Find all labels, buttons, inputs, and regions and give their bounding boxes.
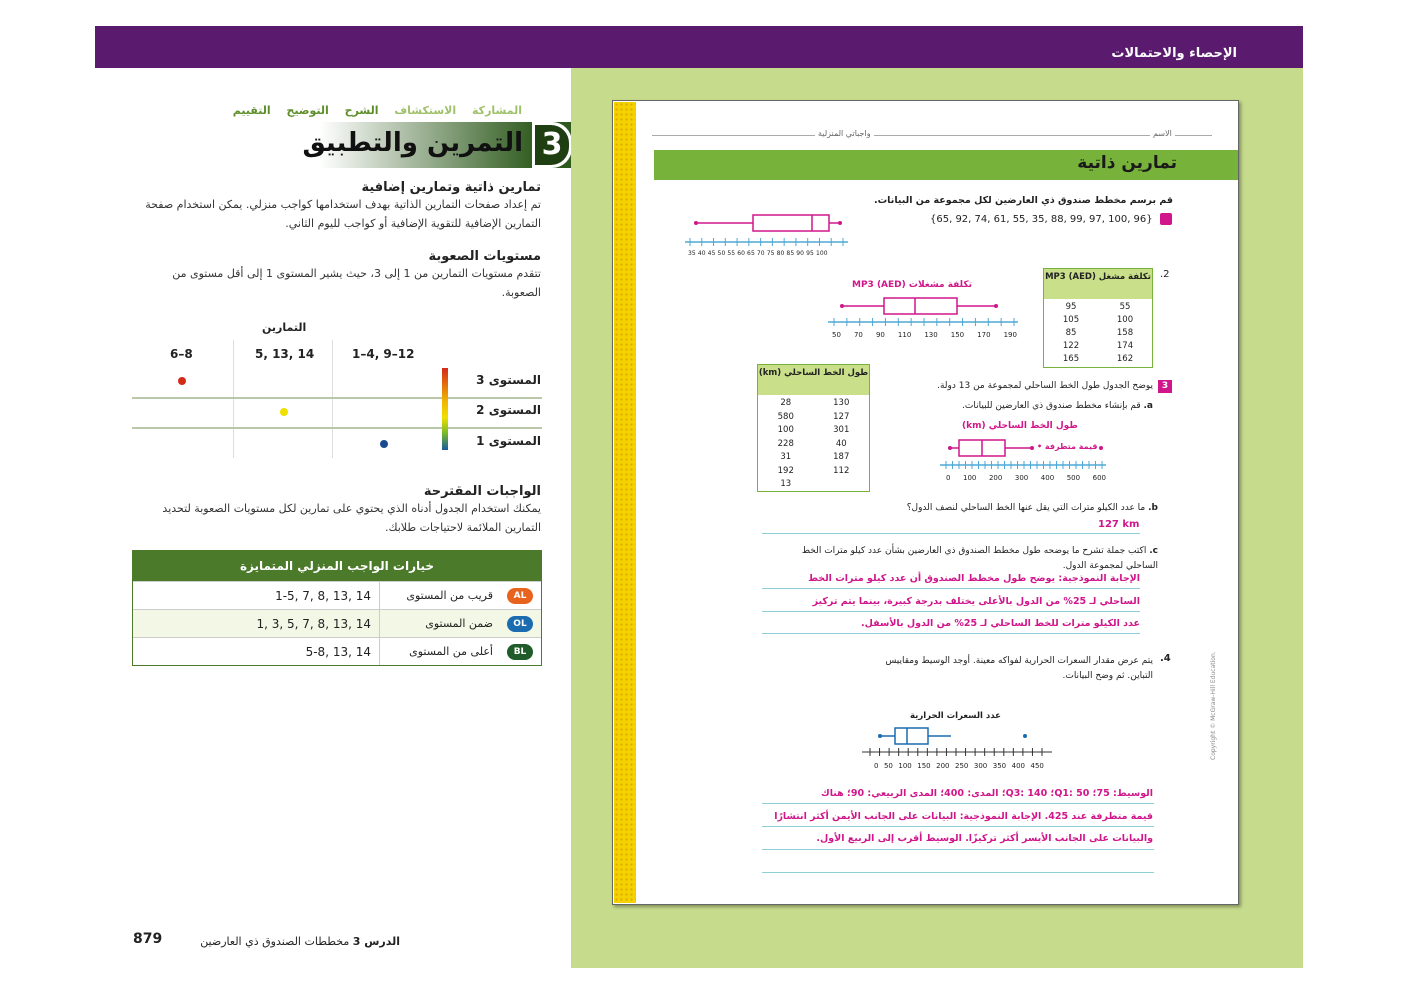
q4-answer-line-3: والبيانات على الجانب الأيسر أكثر تركيزًا. الوسيط أقرب إلى الربيع الأول.: [816, 833, 1153, 844]
axis-label: 0: [946, 474, 951, 482]
q3-min-point: [948, 446, 952, 450]
answer-line: [762, 872, 1154, 873]
stage-elaborate: التوضيح: [286, 104, 329, 117]
answer-line: [762, 826, 1154, 827]
stage-explore: الاستكشاف: [394, 104, 457, 117]
axis-label: 200: [988, 474, 1003, 482]
q3b-row: [907, 503, 1158, 513]
lesson-title: مخططات الصندوق ذي العارضين: [200, 935, 350, 948]
page-number: 879: [133, 931, 163, 947]
q3-outlier-point: [1099, 446, 1103, 450]
q3b-label: b.: [1148, 503, 1158, 513]
homework-options-table: [132, 550, 542, 666]
chapter-header-bar: [95, 26, 1303, 68]
q2-max-point: [994, 304, 998, 308]
q3c-row: [768, 544, 1158, 574]
q3-plot-title: طول الخط الساحلي (km): [962, 421, 1078, 431]
stage-explain: الشرح: [344, 104, 379, 117]
axis-label: 200: [936, 762, 950, 770]
chart-divider: [332, 340, 333, 458]
homework-items: 5-8, 13, 14: [305, 645, 371, 659]
name-line: [652, 135, 1212, 136]
answer-line: [762, 849, 1154, 850]
q3a-row: [962, 401, 1153, 411]
level-3-label: المستوى 3: [476, 373, 541, 387]
table-cell: 28: [780, 398, 792, 408]
table-cell: 122: [1062, 341, 1080, 351]
difficulty-heading: مستويات الصعوبة: [428, 249, 541, 264]
table-cell: 162: [1116, 354, 1134, 364]
q4-answer-line-1: الوسيط: 75؛ Q1: 50؛ Q3: 140؛ المدى: 400؛ المدى الربيعي: 90؛ هناك: [821, 788, 1153, 799]
axis-label: 400: [1040, 474, 1055, 482]
q3-axis-labels: [946, 474, 1106, 482]
q2-table-title: تكلفة مشغل MP3 (AED): [1044, 269, 1152, 299]
homework-row: [133, 581, 541, 609]
q3c-answer-line-2: الساحلي لـ 25% من الدول بالأعلى يختلف بدرجة كبيرة، بينما يتم تركيز: [812, 596, 1140, 607]
q2-box-plot: [826, 292, 1022, 332]
axis-label: 100: [963, 474, 977, 482]
axis-label: 600: [1092, 474, 1106, 482]
self-practice-block: [131, 180, 541, 233]
table-cell: 40: [835, 438, 847, 449]
home-icon: [1160, 213, 1172, 225]
q4-axis-labels: [874, 762, 1044, 770]
q4-text: يتم عرض مقدار السعرات الحرارية لفواكه معينة. أوجد الوسيط ومقاييس التباين. ثم وضح البيانات.: [885, 656, 1153, 681]
axis-label: 300: [1014, 474, 1029, 482]
difficulty-block: [131, 249, 541, 302]
q2-min-point: [840, 304, 844, 308]
axis-label: 100: [898, 762, 912, 770]
q3-intro: يوضح الجدول طول الخط الساحلي لمجموعة من 13 دولة.: [937, 381, 1153, 391]
axis-label: 450: [1030, 762, 1044, 770]
q4-box: [895, 728, 928, 744]
difficulty-col-3: 6–8: [170, 347, 193, 361]
suggested-block: [131, 484, 541, 537]
difficulty-col-1: 1–4, 9–12: [352, 347, 415, 361]
name-label: الاسم: [1150, 129, 1175, 138]
q3-col-2: [814, 397, 870, 492]
q1-data: {65, 92, 74, 61, 55, 35, 88, 99, 97, 100, 96}: [930, 214, 1153, 225]
q3-outlier-label: قيمة متطرفة •: [1037, 442, 1098, 451]
answer-line: [762, 633, 1140, 634]
self-practice-body: تم إعداد صفحات التمارين الذاتية بهدف استخدامها كواجب منزلي. يمكن استخدام صفحة التمارين الإضافية للتقوية الإضافية أو كواجب لليوم الثاني.: [145, 198, 541, 230]
table-cell: 174: [1116, 341, 1134, 351]
table-cell: 105: [1062, 315, 1080, 325]
q3c-answer-line-1: الإجابة النموذجية: يوضح طول مخطط الصندوق أن عدد كيلو مترات الخط: [808, 573, 1140, 584]
homework-row: [133, 609, 541, 637]
level-badge-cell: [499, 638, 541, 665]
difficulty-3-icon: 3: [1158, 380, 1172, 393]
axis-label: 300: [973, 762, 988, 770]
table-cell: 100: [777, 425, 794, 435]
q2-axis-labels: [832, 331, 1017, 339]
axis-label: 0: [874, 762, 879, 770]
table-cell: 31: [780, 452, 792, 462]
level-badge-cell: [499, 610, 541, 637]
q3c-answer-line-3: عدد الكيلو مترات للخط الساحلي لـ 25% من الدول بالأسفل.: [861, 618, 1140, 629]
table-cell: 130: [833, 398, 850, 408]
suggested-heading: الواجبات المقترحة: [423, 484, 541, 499]
table-cell: 301: [833, 425, 850, 435]
homework-table-title: خيارات الواجب المنزلي المتمايزة: [133, 551, 541, 581]
q3-data-table: [757, 364, 870, 492]
level-3-dot: [178, 377, 186, 385]
table-cell: 85: [1065, 328, 1077, 338]
q3-col-1: [758, 397, 814, 492]
q2-number: .2: [1160, 269, 1170, 280]
answer-line: [762, 803, 1154, 804]
q3-table-title: طول الخط الساحلي (km): [758, 365, 869, 395]
worksheet-banner-title: تمارين ذاتية: [1077, 153, 1177, 173]
q3c-label: c.: [1149, 546, 1158, 556]
table-cell: 192: [777, 465, 794, 476]
q3-box-plot: [936, 432, 1111, 474]
q2-box: [884, 298, 957, 314]
q4-number: .4: [1160, 653, 1171, 664]
homework-level-label: أعلى من المستوى: [379, 638, 499, 665]
q1-max-point: [838, 221, 842, 225]
approaching-level-badge: AL: [507, 588, 533, 604]
stage-engage: المشاركة: [472, 104, 522, 117]
table-cell: 187: [833, 452, 850, 462]
beyond-level-badge: BL: [507, 644, 533, 660]
axis-label: 170: [977, 331, 991, 339]
table-cell: 165: [1062, 354, 1080, 364]
q4-answer-line-2: قيمة متطرفة عند 425. الإجابة النموذجية: البيانات على الجانب الأيمن أكثر انتشارًا: [774, 811, 1153, 822]
answer-line: [762, 533, 1140, 534]
axis-label: 350: [992, 762, 1007, 770]
self-practice-heading: تمارين ذاتية وتمارين إضافية: [361, 180, 541, 195]
axis-label: 110: [897, 331, 912, 339]
axis-label: 190: [1003, 331, 1017, 339]
answer-line: [762, 588, 1140, 589]
axis-label: 130: [924, 331, 938, 339]
level-rule: [132, 427, 542, 429]
difficulty-gradient-bar: [442, 368, 448, 450]
q1-box: [753, 215, 829, 231]
homework-items: 1-5, 7, 8, 13, 14: [275, 589, 371, 603]
table-cell: 100: [1116, 315, 1134, 325]
level-1-dot: [380, 440, 388, 448]
homework-level-label: قريب من المستوى: [379, 582, 499, 609]
exercises-label: التمارين: [262, 321, 307, 334]
axis-label: 250: [955, 762, 969, 770]
axis-label: 150: [950, 331, 965, 339]
stage-evaluate: التقييم: [232, 104, 271, 117]
axis-label: 500: [1066, 474, 1081, 482]
lesson-label: الدرس 3: [352, 935, 400, 948]
answer-line: [762, 611, 1140, 612]
chart-divider: [233, 340, 234, 458]
axis-label: 50: [883, 762, 893, 770]
q2-plot-title: تكلفة مشغلات MP3 (AED): [852, 280, 972, 290]
section-number-badge: [532, 122, 572, 168]
q4-box-plot: [860, 722, 1055, 764]
axis-label: 50: [832, 331, 841, 339]
section-number: 3: [535, 125, 569, 165]
axis-label: 400: [1011, 762, 1026, 770]
worksheet-side-stripe: [614, 102, 636, 903]
level-rule: [132, 397, 542, 399]
lesson-stage-nav: [221, 104, 522, 117]
page-footer: [200, 935, 400, 948]
q2-col-2: [1098, 301, 1152, 366]
table-cell: 13: [780, 479, 792, 489]
difficulty-body: تتقدم مستويات التمارين من 1 إلى 3، حيث يشير المستوى 1 إلى أقل مستوى من الصعوبة.: [172, 267, 541, 299]
q1-min-point: [694, 221, 698, 225]
on-level-badge: OL: [507, 616, 533, 632]
chapter-title: الإحصاء والاحتمالات: [1111, 46, 1237, 61]
q3a-label: a.: [1143, 401, 1153, 411]
q1-axis-labels: 35 40 45 50 55 60 65 70 75 80 85 90 95 100: [688, 250, 828, 257]
q3a-text: قم بإنشاء مخطط صندوق ذي العارضين للبيانات.: [962, 401, 1141, 411]
level-2-label: المستوى 2: [476, 403, 541, 417]
q3b-answer: 127 km: [1098, 519, 1140, 530]
section-title: التمرين والتطبيق: [302, 128, 523, 158]
axis-label: 90: [875, 331, 885, 339]
q4-outlier-point: [1023, 734, 1027, 738]
q2-data-table: [1043, 268, 1153, 368]
axis-label: 150: [917, 762, 931, 770]
axis-label: 70: [853, 331, 863, 339]
homework-label: واجباتي المنزلية: [815, 129, 874, 138]
q2-col-1: [1044, 301, 1098, 366]
table-cell: 580: [777, 411, 794, 422]
homework-row: [133, 637, 541, 665]
q3-max-point: [1030, 446, 1034, 450]
q3b-text: ما عدد الكيلو مترات التي يقل عنها الخط الساحلي لنصف الدول؟: [906, 503, 1146, 513]
table-cell: 228: [777, 438, 794, 449]
suggested-body: يمكنك استخدام الجدول أدناه الذي يحتوي على تمارين لكل مستويات الصعوبة لتحديد التمارين الملائمة لاحتياجات طلابك.: [162, 502, 541, 534]
table-cell: 55: [1119, 302, 1131, 312]
level-badge-cell: [499, 582, 541, 609]
homework-level-label: ضمن المستوى: [379, 610, 499, 637]
homework-items: 1, 3, 5, 7, 8, 13, 14: [256, 617, 371, 631]
table-cell: 127: [833, 411, 850, 422]
worksheet-instruction: قم برسم مخطط صندوق ذي العارضين لكل مجموعة من البيانات.: [874, 195, 1173, 206]
table-cell: 158: [1116, 328, 1134, 338]
table-cell: 95: [1065, 302, 1077, 312]
q3c-text: اكتب جملة تشرح ما يوضحه طول مخطط الصندوق ذي العارضين بشأن عدد كيلو مترات الخط الساحلي لمجموعة الدول.: [801, 546, 1158, 571]
difficulty-col-2: 5, 13, 14: [255, 347, 315, 361]
level-2-dot: [280, 408, 288, 416]
copyright-notice: Copyright © McGraw-Hill Education.: [1210, 651, 1217, 760]
table-cell: 112: [833, 465, 850, 476]
q4-plot-title: عدد السعرات الحرارية: [910, 711, 1001, 721]
outlier-label-text: قيمة متطرفة: [1044, 442, 1098, 451]
q4-min-point: [878, 734, 882, 738]
level-1-label: المستوى 1: [476, 434, 541, 448]
